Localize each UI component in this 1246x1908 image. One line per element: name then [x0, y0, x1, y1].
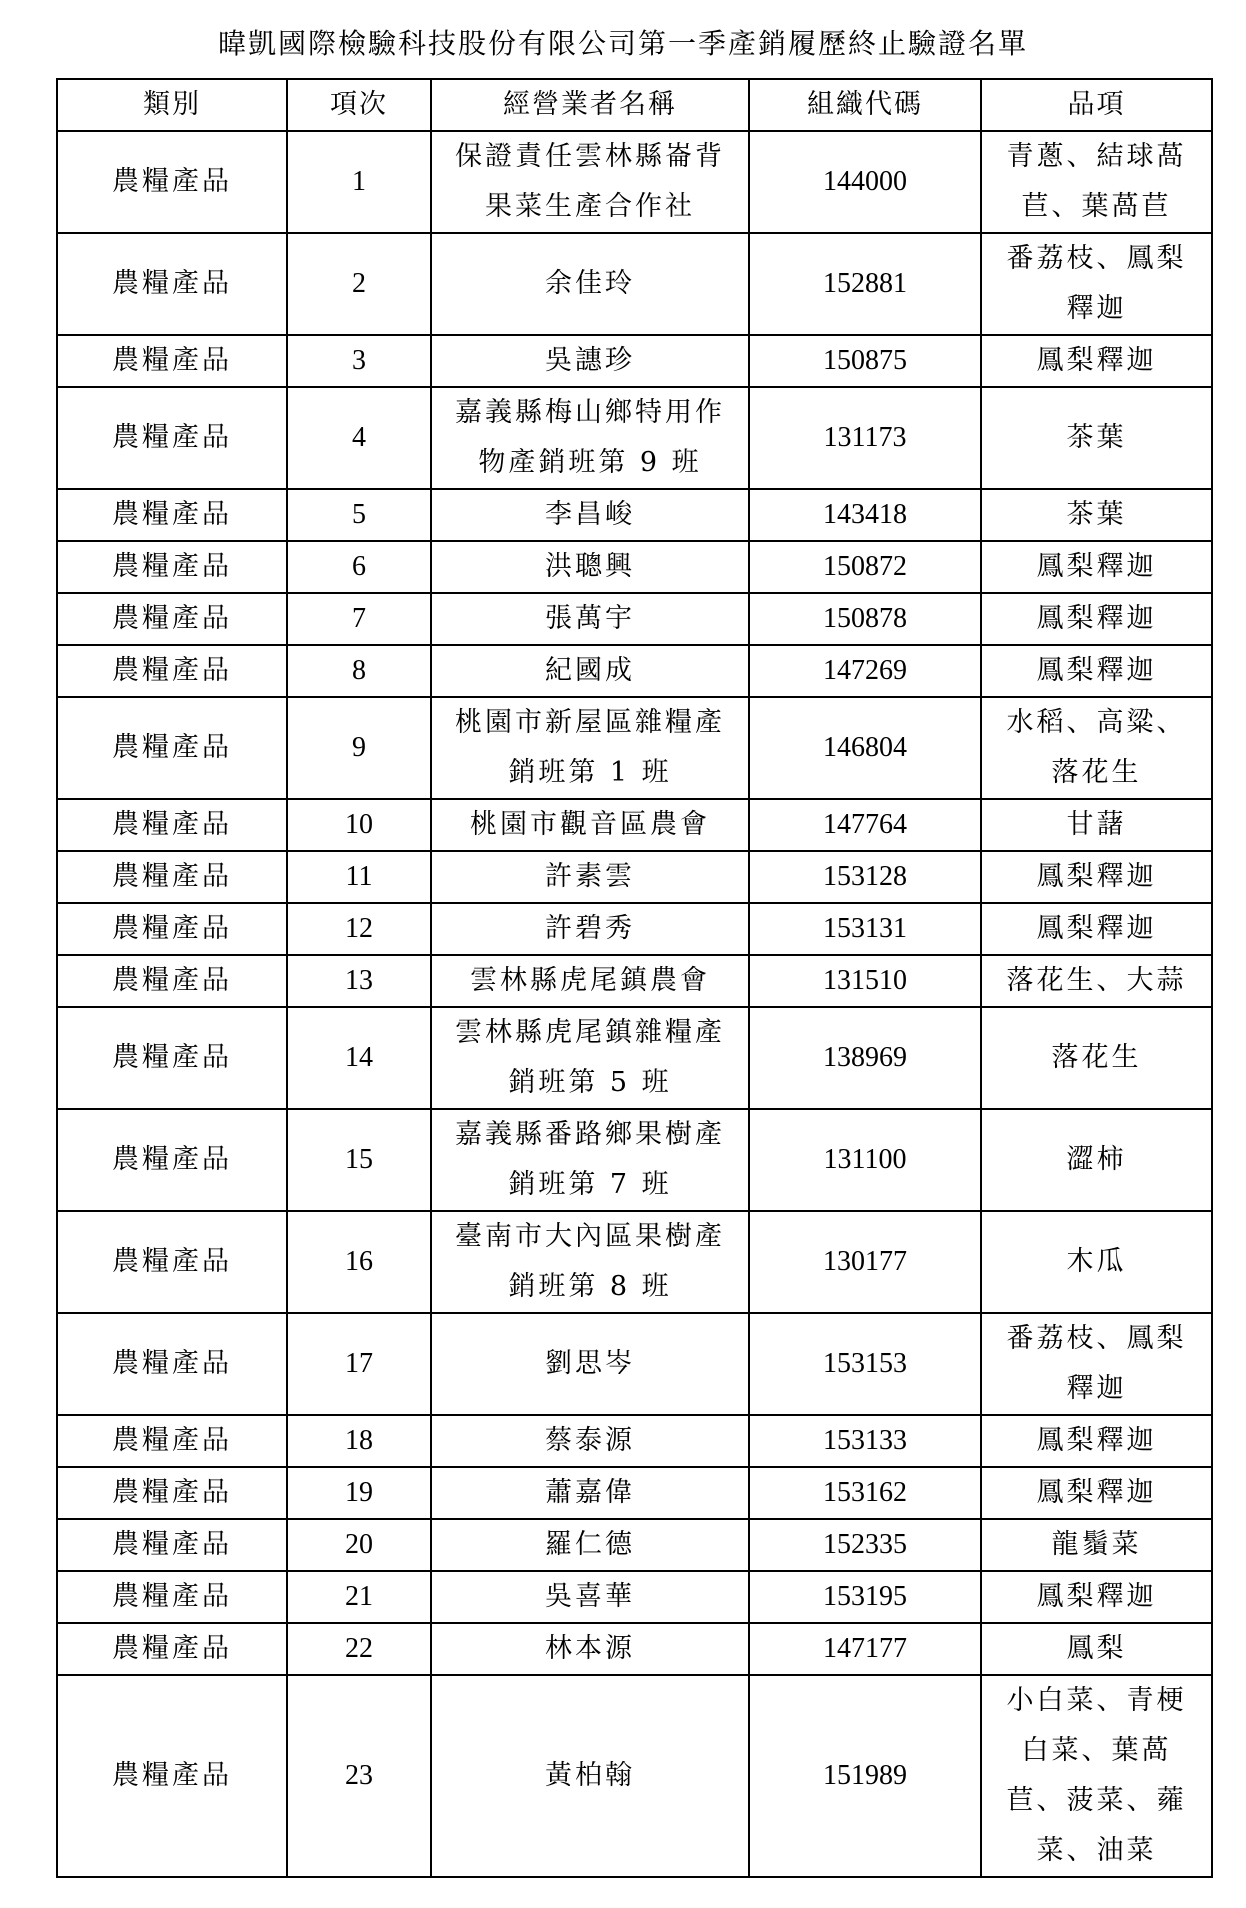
cell-category: 農糧產品 [57, 1467, 287, 1519]
table-row [57, 387, 1212, 489]
table-row [57, 1211, 1212, 1313]
cell-item-number: 7 [287, 593, 431, 645]
cell-item-number: 5 [287, 489, 431, 541]
cell-products: 落花生、大蒜 [981, 955, 1212, 1007]
cell-item-number: 10 [287, 799, 431, 851]
cell-products: 鳳梨釋迦 [981, 903, 1212, 955]
cell-category: 農糧產品 [57, 1313, 287, 1415]
cell-products: 鳳梨釋迦 [981, 645, 1212, 697]
cell-category: 農糧產品 [57, 851, 287, 903]
cell-operator-name: 蕭嘉偉 [431, 1467, 749, 1519]
cell-category: 農糧產品 [57, 903, 287, 955]
cell-item-number: 22 [287, 1623, 431, 1675]
cell-products: 鳳梨釋迦 [981, 541, 1212, 593]
table-row [57, 131, 1212, 233]
header-category: 類別 [57, 79, 287, 131]
table-row [57, 1467, 1212, 1519]
document-title: 暐凱國際檢驗科技股份有限公司第一季產銷履歷終止驗證名單 [217, 27, 1028, 60]
cell-item-number: 6 [287, 541, 431, 593]
cell-category: 農糧產品 [57, 1211, 287, 1313]
cell-products: 水稻、高粱、落花生 [981, 697, 1212, 799]
table-row [57, 593, 1212, 645]
cell-organization-code: 153162 [749, 1467, 981, 1519]
table-row [57, 903, 1212, 955]
cell-products: 鳳梨釋迦 [981, 1415, 1212, 1467]
cell-products: 番荔枝、鳳梨釋迦 [981, 233, 1212, 335]
cell-organization-code: 153133 [749, 1415, 981, 1467]
cell-item-number: 3 [287, 335, 431, 387]
table-row [57, 489, 1212, 541]
cell-operator-name: 林本源 [431, 1623, 749, 1675]
cell-operator-name: 蔡泰源 [431, 1415, 749, 1467]
cell-operator-name: 張萬宇 [431, 593, 749, 645]
table-row [57, 645, 1212, 697]
cell-products: 澀柿 [981, 1109, 1212, 1211]
cell-item-number: 14 [287, 1007, 431, 1109]
cell-organization-code: 147177 [749, 1623, 981, 1675]
cell-operator-name: 洪聰興 [431, 541, 749, 593]
cell-organization-code: 146804 [749, 697, 981, 799]
cell-organization-code: 131100 [749, 1109, 981, 1211]
cell-organization-code: 147269 [749, 645, 981, 697]
cell-item-number: 16 [287, 1211, 431, 1313]
cell-products: 青蔥、結球萵苣、葉萵苣 [981, 131, 1212, 233]
table-row [57, 1415, 1212, 1467]
cell-category: 農糧產品 [57, 541, 287, 593]
cell-category: 農糧產品 [57, 387, 287, 489]
cell-products: 落花生 [981, 1007, 1212, 1109]
header-organization-code: 組織代碼 [749, 79, 981, 131]
cell-organization-code: 147764 [749, 799, 981, 851]
cell-organization-code: 153131 [749, 903, 981, 955]
cell-category: 農糧產品 [57, 1007, 287, 1109]
table-row [57, 1623, 1212, 1675]
cell-item-number: 2 [287, 233, 431, 335]
cell-products: 鳳梨釋迦 [981, 1467, 1212, 1519]
table-row [57, 233, 1212, 335]
table-row [57, 799, 1212, 851]
cell-category: 農糧產品 [57, 1109, 287, 1211]
cell-products: 番荔枝、鳳梨釋迦 [981, 1313, 1212, 1415]
cell-organization-code: 150872 [749, 541, 981, 593]
cell-organization-code: 131173 [749, 387, 981, 489]
cell-category: 農糧產品 [57, 131, 287, 233]
cell-organization-code: 143418 [749, 489, 981, 541]
cell-item-number: 18 [287, 1415, 431, 1467]
cell-category: 農糧產品 [57, 233, 287, 335]
cell-category: 農糧產品 [57, 1571, 287, 1623]
cell-operator-name: 保證責任雲林縣崙背果菜生產合作社 [431, 131, 749, 233]
cell-category: 農糧產品 [57, 1675, 287, 1877]
cell-products: 龍鬚菜 [981, 1519, 1212, 1571]
cell-item-number: 20 [287, 1519, 431, 1571]
table-row [57, 1313, 1212, 1415]
cell-organization-code: 150875 [749, 335, 981, 387]
table-header-row [57, 79, 1212, 131]
cell-category: 農糧產品 [57, 645, 287, 697]
cell-operator-name: 雲林縣虎尾鎮雜糧產銷班第 5 班 [431, 1007, 749, 1109]
cell-item-number: 11 [287, 851, 431, 903]
cell-item-number: 19 [287, 1467, 431, 1519]
table-row [57, 1675, 1212, 1877]
cell-operator-name: 許素雲 [431, 851, 749, 903]
table-row [57, 955, 1212, 1007]
cell-products: 木瓜 [981, 1211, 1212, 1313]
cell-item-number: 4 [287, 387, 431, 489]
table-row [57, 541, 1212, 593]
cell-products: 甘藷 [981, 799, 1212, 851]
cell-organization-code: 153195 [749, 1571, 981, 1623]
cell-category: 農糧產品 [57, 1415, 287, 1467]
cell-item-number: 23 [287, 1675, 431, 1877]
cell-operator-name: 桃園市觀音區農會 [431, 799, 749, 851]
cell-operator-name: 臺南市大內區果樹產銷班第 8 班 [431, 1211, 749, 1313]
cell-operator-name: 李昌峻 [431, 489, 749, 541]
cell-organization-code: 131510 [749, 955, 981, 1007]
table-row [57, 697, 1212, 799]
table-row [57, 1007, 1212, 1109]
termination-list-table [56, 78, 1213, 1878]
cell-organization-code: 153153 [749, 1313, 981, 1415]
cell-operator-name: 桃園市新屋區雜糧產銷班第 1 班 [431, 697, 749, 799]
cell-organization-code: 151989 [749, 1675, 981, 1877]
cell-organization-code: 152335 [749, 1519, 981, 1571]
cell-products: 鳳梨釋迦 [981, 335, 1212, 387]
cell-category: 農糧產品 [57, 1519, 287, 1571]
header-products: 品項 [981, 79, 1212, 131]
cell-item-number: 17 [287, 1313, 431, 1415]
cell-category: 農糧產品 [57, 335, 287, 387]
cell-organization-code: 153128 [749, 851, 981, 903]
cell-operator-name: 吳喜華 [431, 1571, 749, 1623]
header-item-number: 項次 [287, 79, 431, 131]
cell-category: 農糧產品 [57, 799, 287, 851]
cell-operator-name: 黃柏翰 [431, 1675, 749, 1877]
cell-products: 小白菜、青梗白菜、葉萵苣、菠菜、蕹菜、油菜 [981, 1675, 1212, 1877]
cell-operator-name: 吳譓珍 [431, 335, 749, 387]
cell-category: 農糧產品 [57, 955, 287, 1007]
table-row [57, 1109, 1212, 1211]
cell-item-number: 13 [287, 955, 431, 1007]
cell-item-number: 21 [287, 1571, 431, 1623]
table-row [57, 1519, 1212, 1571]
cell-organization-code: 138969 [749, 1007, 981, 1109]
cell-operator-name: 嘉義縣番路鄉果樹產銷班第 7 班 [431, 1109, 749, 1211]
cell-item-number: 8 [287, 645, 431, 697]
table-body [57, 131, 1212, 1877]
cell-products: 鳳梨釋迦 [981, 1571, 1212, 1623]
cell-organization-code: 152881 [749, 233, 981, 335]
cell-operator-name: 嘉義縣梅山鄉特用作物產銷班第 9 班 [431, 387, 749, 489]
cell-organization-code: 150878 [749, 593, 981, 645]
table-row [57, 851, 1212, 903]
cell-operator-name: 雲林縣虎尾鎮農會 [431, 955, 749, 1007]
cell-products: 茶葉 [981, 387, 1212, 489]
header-operator-name: 經營業者名稱 [431, 79, 749, 131]
cell-operator-name: 許碧秀 [431, 903, 749, 955]
cell-products: 鳳梨 [981, 1623, 1212, 1675]
cell-operator-name: 紀國成 [431, 645, 749, 697]
cell-organization-code: 144000 [749, 131, 981, 233]
cell-operator-name: 羅仁德 [431, 1519, 749, 1571]
cell-item-number: 9 [287, 697, 431, 799]
cell-organization-code: 130177 [749, 1211, 981, 1313]
cell-products: 鳳梨釋迦 [981, 851, 1212, 903]
cell-products: 茶葉 [981, 489, 1212, 541]
cell-products: 鳳梨釋迦 [981, 593, 1212, 645]
table-row [57, 1571, 1212, 1623]
cell-operator-name: 劉思岑 [431, 1313, 749, 1415]
cell-category: 農糧產品 [57, 697, 287, 799]
cell-item-number: 12 [287, 903, 431, 955]
cell-item-number: 1 [287, 131, 431, 233]
table-row [57, 335, 1212, 387]
cell-category: 農糧產品 [57, 593, 287, 645]
cell-item-number: 15 [287, 1109, 431, 1211]
cell-category: 農糧產品 [57, 1623, 287, 1675]
cell-operator-name: 余佳玲 [431, 233, 749, 335]
cell-category: 農糧產品 [57, 489, 287, 541]
